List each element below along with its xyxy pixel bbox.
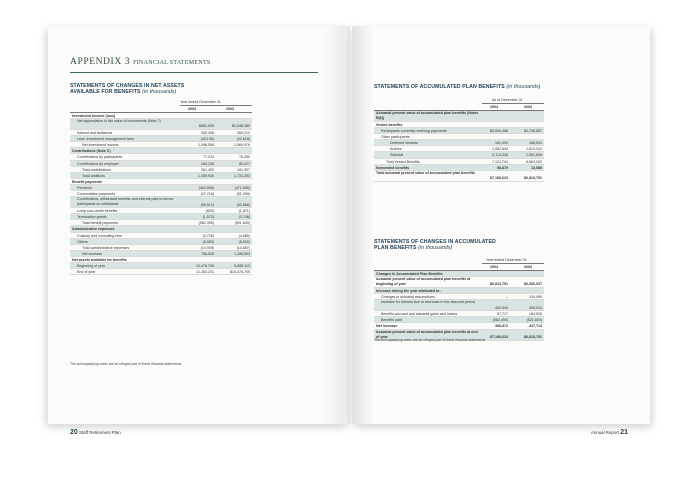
value-2003: 76,280 [239,155,250,160]
value-2003: (51,099) [236,192,250,197]
right-page [352,26,650,436]
row-label: Total administrative expenses [82,245,130,250]
value-2003: 6,664,263 [526,159,542,164]
t1-units: (in thousands) [506,84,541,90]
value-2004: $881,505 [199,124,214,129]
value-2003: (63,566) [236,202,250,207]
row-label: Others [77,239,88,244]
value-2003: (10,887) [236,245,250,250]
value-2003: 13,588 [531,165,542,170]
left-page [48,26,350,436]
row-label: Total benefit payments [82,221,118,226]
value-2003: 269,212 [237,131,250,136]
value-2003: 184,526 [529,312,542,317]
value-2003: 8,888,112 [234,263,250,268]
value-2004: (1,573) [202,215,214,220]
row-label: Contributions, withdrawal benefits and interest paid to former participants on withdrawal [77,197,174,207]
value-2003: (591,839) [234,221,250,226]
row-label: Pensions [77,185,92,190]
row-label: Net investment income [82,143,119,148]
value-2003: 447,714 [529,324,542,329]
value-2004: 184,228 [201,161,214,166]
value-2003: 85,027 [239,161,250,166]
value-2004: (45,135) [200,137,214,142]
row-label: End of year [77,270,96,275]
table-header [374,97,544,111]
value-2003: 168,594 [529,141,542,146]
value-2004: 97,717 [497,312,508,317]
value-2004: 161,492 [495,141,508,146]
value-2004: (58,512) [200,202,214,207]
header-period: Year ended December 31 [180,100,221,104]
row-label: Lump sum death benefits [77,209,118,214]
row-label: Contributions by participants [77,155,123,160]
row-label: Nonvested benefits [376,165,410,170]
value-2004: 10,476,705 [196,263,214,268]
right-footer-text: Annual Report [590,430,619,435]
table-row [374,171,544,182]
t2-title-line2: PLAN BENEFITS [374,245,417,252]
value-2003: 1,288,593 [234,251,250,256]
value-2004: 366,872 [495,324,508,329]
accumulated-benefits-table [374,97,544,182]
value-2004: 1,359,930 [198,173,214,178]
value-2004: (562,495) [198,221,214,226]
row-label: Contributions by employer [77,161,119,166]
left-footer-text: Staff Retirement Plan [79,430,121,435]
value-2004: (820) [205,209,214,214]
gutter-shadow [324,26,350,424]
right-page-number: 21 [620,429,628,436]
row-label: Commutation payments [77,192,115,197]
value-2003: (4,985) [238,233,250,238]
value-2004: 77,224 [203,155,214,160]
t1-title: STATEMENTS OF ACCUMULATED PLAN BENEFITS [374,84,505,90]
value-2003: 1,569,976 [234,143,250,148]
header-rule [482,103,544,104]
row-label: Net increase [82,251,103,256]
value-2004: 58,879 [497,165,508,170]
appendix-number: 3 [124,57,131,67]
header-rule [180,105,252,106]
left-title-line2: AVAILABLE FOR BENEFITS [70,89,141,96]
row-label: Contributions (Note C) [72,149,111,154]
row-label: Vested benefits [376,123,403,127]
row-label: Total Vested Benefits [386,159,420,164]
row-label: Interest and dividends [77,131,113,136]
left-title-units: (in thousands) [142,89,177,96]
value-2004: 786,526 [201,251,214,256]
right-table1-title [374,84,624,90]
table-row [70,269,252,275]
value-2004: $7,180,623 [490,334,508,339]
row-label: Total contributions [82,167,111,172]
left-table-title [70,83,320,96]
net-assets-table [70,99,252,275]
value-2003: (42,618) [236,137,250,142]
row-label: Total actuarial present value of accumulated plan benefits [376,170,475,175]
t2-units: (in thousands) [418,245,453,252]
value-2003: 114,990 [529,295,542,300]
header-col-2004: 2004 [188,107,196,111]
value-2003: 1,813,012 [526,147,542,152]
value-2004: $6,813,751 [490,282,508,287]
t1-header-period: As of December 31 [492,98,523,102]
row-label: Actuarial present value of accumulated plan benefits at end of year [376,329,478,339]
value-2004: 262,406 [201,131,214,136]
value-2003: (1,871) [238,209,250,214]
row-label: Termination grants [77,215,107,220]
table-row [374,277,544,288]
row-label: Increase for interest due to decrease in the discount period [381,300,475,305]
row-label: Subtotal [390,153,404,158]
row-label: Actuarial present value of accumulated plan benefits at beginning of year [376,277,471,287]
t2-header-period: Year ended December 31 [486,258,527,262]
table-header [70,99,252,113]
value-2003: $4,706,667 [524,129,542,134]
value-2004: 492,540 [495,305,508,310]
table-row [374,300,544,311]
appendix-label: APPENDIX [70,57,122,67]
row-label: Administrative expenses [72,227,115,232]
value-2003: 459,010 [529,305,542,310]
row-label: Actives [390,147,402,152]
table-row [70,119,252,130]
table-row [70,197,252,208]
header-rule [482,263,544,264]
changes-accumulated-table [374,257,544,341]
appendix-subtitle: FINANCIAL STATEMENTS [133,60,211,66]
value-2004: 11,263,231 [196,270,214,275]
left-title-line1: STATEMENTS OF CHANGES IN NET ASSETS [70,83,185,89]
row-label: Changes in actuarial assumptions [381,295,435,300]
row-label: Net increase [376,324,398,329]
row-label: Benefits accrued and actuarial gains and losses [381,312,458,317]
row-label: Participants currently receiving payments [381,129,447,134]
gutter-shadow [352,26,374,424]
value-2004: (453,508) [198,185,214,190]
row-label: Investment income (loss) [72,114,116,118]
value-2003: 1,981,606 [526,153,542,158]
value-2003: 1,731,283 [234,173,250,178]
row-label: Changes in Accumulated Plan Benefits [376,272,443,276]
value-2003: (471,555) [234,185,250,190]
value-2004: 261,452 [201,167,214,172]
right-footer [591,429,628,436]
value-2004: $7,180,623 [490,176,508,181]
value-2003: (3,748) [238,215,250,220]
value-2004: (10,909) [200,245,214,250]
value-2004: 2,114,336 [492,153,508,158]
row-label: Other participants: [381,135,411,140]
right-table2-title [374,239,624,252]
value-2004: (6,083) [202,239,214,244]
row-label: Increase during the year attributed to: [376,289,441,294]
value-2003: $6,813,751 [524,334,542,339]
value-2004: $5,004,468 [490,129,508,134]
value-2004: (562,495) [492,318,508,323]
row-label: Total additions [82,173,105,178]
row-label: Benefit payments [72,179,102,184]
value-2004: 1,098,558 [198,143,214,148]
left-footnote: The accompanying notes are an integral part of these financial statements. [70,362,183,366]
heading-rule [70,72,318,73]
row-label: Net assets available for benefits [72,257,127,262]
left-footer [70,429,121,436]
row-label: Actuarial present value of accumulated plan benefits (Notes B(6)) [376,111,479,120]
row-label: Deferred Vesteds [390,141,418,146]
row-label: Less: investment management fees [77,137,134,142]
value-2003: (5,902) [238,239,250,244]
value-2004: (4,726) [202,233,214,238]
value-2003: $1,548,380 [232,124,250,129]
t2-header-col-2004: 2004 [490,265,498,269]
value-2004: – [506,295,508,300]
t1-header-col-2003: 2003 [524,105,532,109]
row-label: Benefits paid [381,318,402,323]
left-page-number: 20 [70,429,78,436]
row-label: Custody and consulting fees [77,233,123,238]
value-2004: (47,718) [200,192,214,197]
value-2004: 7,121,744 [492,159,508,164]
value-2003: $6,813,751 [524,176,542,181]
t2-title-line1: STATEMENTS OF CHANGES IN ACCUMULATED [374,239,496,245]
t2-header-col-2003: 2003 [524,265,532,269]
table-row [374,111,544,122]
appendix-heading [70,57,211,67]
t1-header-col-2004: 2004 [490,105,498,109]
table-header [374,257,544,271]
value-2004: 1,952,844 [492,147,508,152]
header-col-2003: 2003 [226,107,234,111]
value-2003: (521,804) [526,318,542,323]
value-2003: $10,476,705 [230,270,250,275]
row-label: Net appreciation in fair value of investments (Note 7) [77,119,161,124]
row-label: Beginning of year [77,263,105,268]
value-2003: $6,366,037 [524,282,542,287]
right-footnote: The accompanying notes are an integral part of these financial statements. [374,338,487,342]
value-2003: 161,307 [237,167,250,172]
